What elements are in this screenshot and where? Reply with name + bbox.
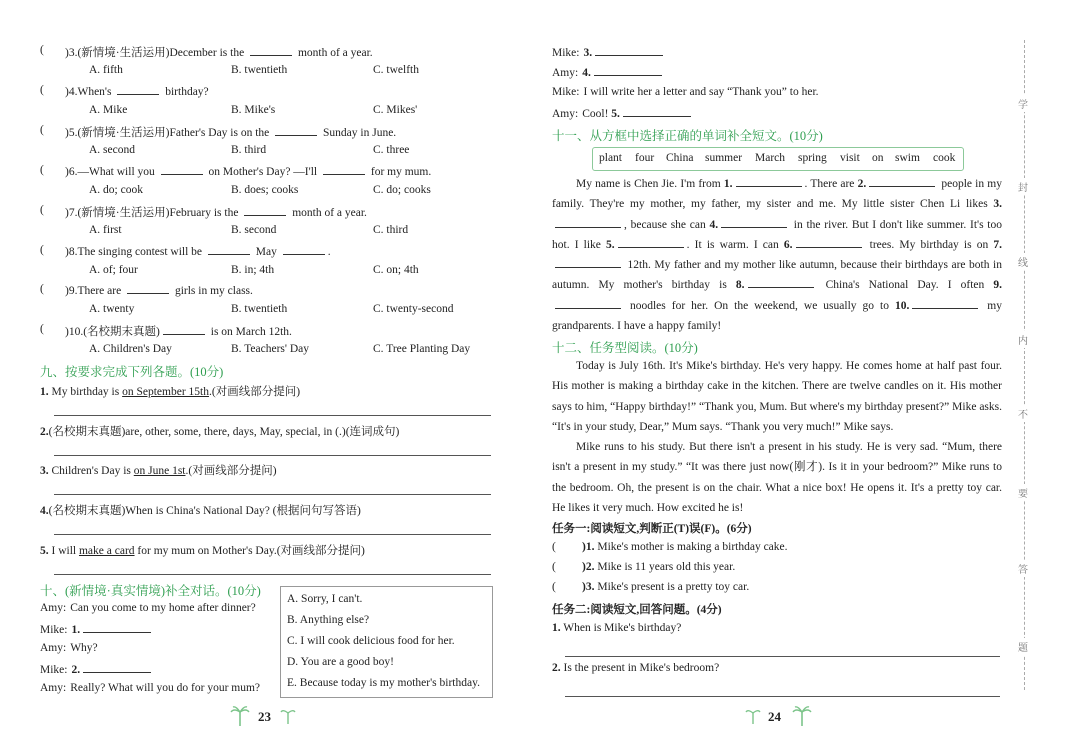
answer-blank[interactable] — [555, 217, 621, 228]
answer-blank[interactable] — [244, 205, 286, 216]
dialog-option: B. Anything else? — [287, 614, 370, 626]
question-number: )9. — [65, 285, 78, 297]
dialog-text: Really? What will you do for your mum? — [70, 682, 261, 694]
item-text: I will — [48, 545, 79, 557]
dialog-line — [552, 106, 694, 120]
question-text-part: —What will you — [77, 166, 158, 178]
question-number: )7. — [65, 207, 78, 219]
option: C. on; 4th — [373, 264, 419, 276]
answer-blank[interactable] — [796, 237, 862, 248]
item-text: Is the present in Mike's bedroom? — [560, 662, 720, 674]
question-text — [65, 323, 292, 339]
dialog-line — [40, 682, 260, 694]
answer-blank[interactable] — [161, 164, 203, 175]
blank-number: 3. — [993, 198, 1002, 211]
question-text-part: There are — [77, 285, 125, 297]
option: A. Mike — [89, 104, 128, 116]
question-text-part: When's — [77, 86, 115, 98]
underlined-phrase: on September 15th — [122, 386, 209, 398]
answer-blank[interactable] — [83, 662, 151, 673]
options-row — [89, 264, 509, 282]
item-text: are, other, some, there, days, May, special, in (.)(连词成句) — [125, 426, 400, 438]
dialog-text: Can you come to my home after dinner? — [70, 602, 256, 614]
question-text-part: on Mother's Day? —I'll — [205, 166, 320, 178]
answer-blank[interactable] — [555, 298, 621, 309]
question-tag: (新情境·生活运用) — [77, 127, 170, 139]
section9-item — [40, 542, 365, 558]
answer-blank[interactable] — [283, 244, 325, 255]
answer-blank[interactable] — [736, 176, 802, 187]
dialog-line — [552, 65, 665, 79]
true-false-item — [552, 581, 749, 593]
options-row — [89, 64, 509, 82]
word-option: on — [872, 152, 884, 164]
passage-paragraph: Today is July 16th. It's Mike's birthday. He's very happy. He comes home at half past four. His mother is making a birthday cake in the kitchen. There are twelve candles on it. His mother says to him, “Happy birthday!” “Thank you, Mum. But where's my birthday present?” Mike asks. “It's in your study, Dear,” Mum says. “Thank you very much!” Mike says. — [552, 360, 1002, 433]
option: A. Children's Day — [89, 343, 172, 355]
question-row — [40, 164, 510, 182]
option: B. third — [231, 144, 267, 156]
dialog-speaker: Amy: — [552, 67, 579, 79]
answer-line[interactable] — [54, 534, 491, 535]
blank-number: 6. — [783, 238, 793, 251]
blank-number: 7. — [993, 238, 1002, 251]
option: A. of; four — [89, 264, 138, 276]
passage-text: . It is warm. I can — [686, 238, 784, 251]
dialog-option: D. You are a good boy! — [287, 656, 395, 668]
question-text-part: . — [327, 246, 331, 258]
palm-tree-icon — [230, 704, 250, 726]
answer-blank[interactable] — [127, 283, 169, 294]
answer-blank[interactable] — [275, 125, 317, 136]
passage-text: 12th. My father and my mother like autumn, because their birthdays are both in autumn. My mother's birthday is — [552, 259, 1002, 292]
dialog-option: E. Because today is my mother's birthday. — [287, 677, 480, 689]
answer-blank[interactable] — [250, 45, 292, 56]
question-text-part: December is the — [169, 47, 248, 59]
task2-title: 任务二:阅读短文,回答问题。(4分) — [552, 604, 722, 616]
option: B. in; 4th — [231, 264, 275, 276]
question-item — [552, 662, 719, 674]
question-row — [40, 204, 510, 222]
dialog-line — [552, 86, 819, 98]
answer-line[interactable] — [54, 494, 491, 495]
item-text: When is China's National Day? (根据问句写答语) — [125, 505, 361, 517]
item-number: )1. — [582, 541, 595, 553]
answer-paren: ( — [40, 323, 44, 335]
question-row — [40, 244, 510, 262]
blank-number: 5. — [611, 108, 620, 120]
question-text-part: month of a year. — [289, 207, 367, 219]
option: B. twentieth — [231, 303, 288, 315]
section9-item — [40, 383, 300, 399]
passage-text: . There are — [804, 178, 858, 190]
underlined-phrase: on June 1st — [133, 465, 186, 477]
item-text: .(对画线部分提问) — [185, 465, 277, 477]
answer-blank[interactable] — [555, 257, 621, 268]
dialog-text: Cool! — [582, 108, 612, 120]
item-number: )2. — [582, 561, 595, 573]
dialog-line — [40, 622, 154, 636]
question-text — [65, 283, 253, 297]
options-row — [89, 144, 509, 162]
dialog-speaker: Amy: — [552, 108, 579, 120]
dialog-speaker: Amy: — [40, 602, 67, 614]
answer-line[interactable] — [54, 455, 491, 456]
question-text — [65, 124, 397, 140]
question-number: )4. — [65, 86, 78, 98]
passage-text: noodles for her. On the weekend, we usually go to — [624, 299, 895, 312]
dialog-options-box — [280, 586, 493, 698]
option: A. fifth — [89, 64, 123, 76]
true-false-item — [552, 541, 788, 553]
word-option: visit — [840, 152, 860, 164]
blank-number: 9. — [993, 279, 1002, 292]
section11-passage — [552, 174, 1002, 336]
answer-blank[interactable] — [163, 324, 205, 335]
question-row — [40, 323, 510, 341]
item-text: (名校期末真题) — [48, 426, 126, 438]
binding-char: 题 — [1018, 638, 1028, 655]
palm-tree-icon — [745, 706, 761, 724]
question-text-part: girls in my class. — [172, 285, 253, 297]
item-number: 5. — [40, 545, 49, 557]
item-number: )3. — [582, 581, 595, 593]
dialog-text: Why? — [70, 642, 98, 654]
palm-tree-icon — [792, 704, 812, 726]
answer-blank[interactable] — [748, 277, 814, 288]
binding-char: 要 — [1018, 484, 1028, 501]
answer-line[interactable] — [54, 574, 491, 575]
item-text: Mike's mother is making a birthday cake. — [594, 541, 788, 553]
binding-char: 不 — [1018, 405, 1028, 422]
options-row — [89, 224, 509, 242]
item-number: 1. — [552, 622, 561, 634]
question-text — [65, 164, 432, 178]
passage-text: China's National Day. I often — [816, 279, 994, 292]
question-text — [65, 244, 331, 258]
palm-tree-icon — [280, 706, 296, 724]
dialog-speaker: Mike: — [40, 624, 68, 636]
answer-blank[interactable] — [721, 217, 787, 228]
word-option: spring — [798, 152, 827, 164]
blank-number: 4. — [709, 218, 719, 231]
item-text: .(对画线部分提问) — [208, 386, 301, 398]
option: B. does; cooks — [231, 184, 299, 196]
item-text: When is Mike's birthday? — [560, 622, 682, 634]
item-number: 1. — [40, 386, 49, 398]
passage-text: in the river. But I don't like summer. It's too hot. I like — [552, 218, 1002, 251]
answer-blank[interactable] — [595, 45, 663, 56]
question-number: )8. — [65, 246, 78, 258]
blank-number: 2. — [857, 178, 867, 190]
dialog-text: I will write her a letter and say “Thank you” to her. — [583, 86, 819, 98]
answer-blank[interactable] — [618, 237, 684, 248]
option: B. twentieth — [231, 64, 288, 76]
option: A. do; cook — [89, 184, 143, 196]
task1-title: 任务一:阅读短文,判断正(T)误(F)。(6分) — [552, 523, 752, 535]
item-text: Mike's present is a pretty toy car. — [594, 581, 750, 593]
answer-paren: ( — [40, 283, 44, 295]
question-row — [40, 283, 510, 301]
underlined-phrase: make a card — [78, 545, 135, 557]
question-number: )6. — [65, 166, 78, 178]
word-option: March — [755, 152, 786, 164]
answer-line[interactable] — [565, 656, 1000, 657]
true-false-item — [552, 561, 735, 573]
answer-paren: ( — [40, 204, 44, 216]
option: A. twenty — [89, 303, 135, 315]
dialog-option: A. Sorry, I can't. — [287, 593, 363, 605]
passage-text: My name is Chen Jie. I'm from — [576, 178, 724, 190]
dialog-line — [552, 45, 666, 59]
answer-paren: ( — [40, 124, 44, 136]
dialog-speaker: Amy: — [40, 642, 67, 654]
options-row — [89, 184, 509, 202]
item-text: My birthday is — [48, 386, 123, 398]
blank-number: 8. — [735, 279, 745, 292]
dialog-speaker: Amy: — [40, 682, 67, 694]
section9-item — [40, 462, 277, 478]
dialog-line — [40, 642, 98, 654]
question-text-part: May — [252, 246, 280, 258]
question-number: )3. — [65, 47, 78, 59]
blank-number: 1. — [71, 624, 81, 636]
page-number-left: 23 — [258, 709, 271, 724]
answer-blank[interactable] — [323, 164, 365, 175]
passage-paragraph: Mike runs to his study. But there isn't a present in his study. He is very sad. “Mum, there isn't a present in my study.” “It was there just now(刚才). Is it in your bedroom?” Mike runs to the bedroom. Oh, the present is on the chair. What a nice box! He opens it. It's a pretty toy car. He likes it very much. How excited he is! — [552, 441, 1002, 515]
section10-title-rest: 补全对话。(10分) — [165, 584, 261, 598]
blank-number: 4. — [582, 67, 591, 79]
section10-title-tag: 十、(新情境·真实情境) — [40, 584, 165, 598]
option: A. second — [89, 144, 135, 156]
question-text-part: for my mum. — [367, 166, 432, 178]
option: A. first — [89, 224, 122, 236]
answer-blank[interactable] — [83, 622, 151, 633]
question-row — [40, 124, 510, 142]
passage-text: , because she can — [624, 218, 710, 231]
question-text-part: is on March 12th. — [207, 326, 292, 338]
section12-passage — [552, 356, 1002, 518]
question-text — [65, 44, 373, 60]
option: C. twenty-second — [373, 303, 454, 315]
answer-paren: ( — [40, 44, 44, 56]
option: C. Mikes' — [373, 104, 418, 116]
item-text: Mike is 11 years old this year. — [594, 561, 736, 573]
word-option: plant — [599, 152, 622, 164]
dialog-speaker: Mike: — [552, 47, 580, 59]
options-row — [89, 104, 509, 122]
question-text-part: month of a year. — [295, 47, 373, 59]
section12-title: 十二、任务型阅读。(10分) — [552, 341, 698, 355]
answer-blank[interactable] — [594, 65, 662, 76]
question-text-part: The singing contest will be — [77, 246, 205, 258]
question-tag: (新情境·生活运用) — [77, 207, 170, 219]
blank-number: 2. — [71, 664, 81, 676]
item-text: for my mum on Mother's Day.(对画线部分提问) — [134, 545, 365, 557]
question-number: )10. — [65, 326, 84, 338]
section9-title: 九、按要求完成下列各题。(10分) — [40, 365, 224, 379]
item-number: 2. — [40, 426, 49, 438]
option: B. second — [231, 224, 277, 236]
answer-blank[interactable] — [208, 244, 250, 255]
word-option: cook — [933, 152, 956, 164]
binding-char: 封 — [1018, 178, 1028, 195]
answer-paren: ( — [552, 561, 556, 573]
option: C. twelfth — [373, 64, 419, 76]
word-option: four — [635, 152, 655, 164]
section9-item — [40, 423, 399, 439]
passage-text: people in my family. They're my mother, my father, my sister and me. My little sister Chen Li likes — [552, 178, 1002, 211]
answer-paren: ( — [552, 541, 556, 553]
word-option: summer — [705, 152, 743, 164]
answer-line[interactable] — [565, 696, 1000, 697]
question-text-part: February is the — [169, 207, 242, 219]
item-number: 2. — [552, 662, 561, 674]
question-tag: (名校期末真题) — [83, 326, 160, 338]
page-number-right: 24 — [768, 709, 781, 724]
question-row — [40, 44, 510, 62]
answer-blank[interactable] — [117, 84, 159, 95]
answer-paren: ( — [40, 244, 44, 256]
blank-number: 10. — [894, 299, 910, 312]
answer-paren: ( — [40, 164, 44, 176]
question-text-part: Sunday in June. — [320, 127, 397, 139]
passage-text: trees. My birthday is on — [864, 238, 994, 251]
answer-blank[interactable] — [623, 106, 691, 117]
dialog-option: C. I will cook delicious food for her. — [287, 635, 455, 647]
binding-char: 内 — [1018, 331, 1028, 348]
question-text-part: birthday? — [162, 86, 209, 98]
word-option: swim — [895, 152, 920, 164]
option: C. three — [373, 144, 410, 156]
question-tag: (新情境·生活运用) — [77, 47, 170, 59]
item-number: 4. — [40, 505, 49, 517]
item-number: 3. — [40, 465, 49, 477]
blank-number: 3. — [583, 47, 593, 59]
dialog-speaker: Mike: — [40, 664, 68, 676]
dialog-speaker: Mike: — [552, 86, 580, 98]
options-row — [89, 343, 509, 361]
question-row — [40, 84, 510, 102]
question-text-part: Father's Day is on the — [169, 127, 273, 139]
answer-paren: ( — [40, 84, 44, 96]
word-option: China — [666, 152, 694, 164]
passage-text: my grandparents. I have a happy family! — [552, 299, 1002, 333]
item-text: (名校期末真题) — [48, 505, 126, 517]
section10-title — [40, 581, 261, 599]
option: C. Tree Planting Day — [373, 343, 471, 355]
binding-char: 线 — [1018, 253, 1028, 270]
question-number: )5. — [65, 127, 78, 139]
word-box — [592, 147, 964, 171]
answer-blank[interactable] — [912, 298, 978, 309]
question-item — [552, 622, 681, 634]
option: C. third — [373, 224, 409, 236]
blank-number: 5. — [606, 238, 615, 251]
question-text — [65, 84, 209, 98]
question-text — [65, 204, 367, 220]
binding-char: 答 — [1018, 560, 1028, 577]
section11-title: 十一、从方框中选择正确的单词补全短文。(10分) — [552, 129, 823, 143]
options-row — [89, 303, 509, 321]
answer-blank[interactable] — [869, 176, 935, 187]
answer-line[interactable] — [54, 415, 491, 416]
option: C. do; cooks — [373, 184, 431, 196]
section9-item — [40, 502, 361, 518]
option: B. Mike's — [231, 104, 276, 116]
item-text: Children's Day is — [48, 465, 134, 477]
binding-line — [1024, 40, 1025, 690]
option: B. Teachers' Day — [231, 343, 310, 355]
binding-char: 学 — [1018, 95, 1028, 112]
dialog-line — [40, 662, 154, 676]
blank-number: 1. — [723, 178, 733, 190]
answer-paren: ( — [552, 581, 556, 593]
dialog-line — [40, 602, 256, 614]
